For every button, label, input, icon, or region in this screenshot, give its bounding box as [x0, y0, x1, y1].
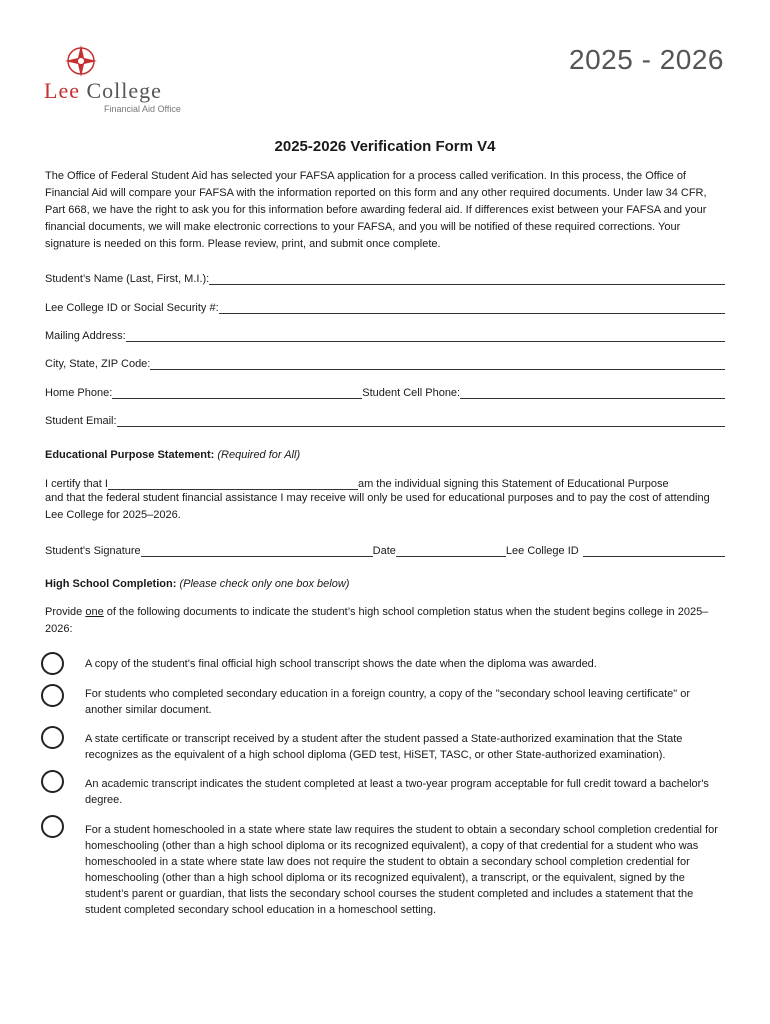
mailing-address-field: [45, 329, 725, 342]
option-2-text: For students who completed secondary education in a foreign country, a copy of the "secondary school leaving certificate" or another similar document.: [85, 688, 690, 716]
city-state-zip-field: [45, 357, 725, 370]
email-input-line[interactable]: [117, 414, 725, 427]
certify-rest: and that the federal student financial assistance I may receive will only be used for educational purposes and to pay the cost of attending Lee College for 2025–2026.: [45, 492, 710, 521]
certify-prefix: I certify that I: [45, 478, 108, 490]
student-name-input-line[interactable]: [209, 272, 725, 285]
option-1-checkbox[interactable]: [41, 652, 64, 675]
city-state-zip-label: City, State, ZIP Code:: [45, 358, 151, 370]
high-school-heading: High School Completion: (Please check only one box below): [45, 578, 350, 590]
year-range: 2025 - 2026: [569, 44, 724, 75]
college-id-input-line[interactable]: [583, 544, 725, 557]
option-3-text: A state certificate or transcript received by a student after the student passed a State-authorized examination that the State recognizes as the equivalent of a high school diploma (GED test, HiSET, TASC, or other State-authorized examination).: [85, 733, 683, 761]
mailing-address-input-line[interactable]: [126, 329, 725, 342]
signature-input-line[interactable]: [141, 544, 373, 557]
student-name-label: Student’s Name (Last, First, M.I.):: [45, 273, 210, 285]
cell-phone-input-line[interactable]: [460, 386, 725, 399]
intro-paragraph: The Office of Federal Student Aid has selected your FAFSA application for a process called verification. In this process, the Office of Financial Aid will compare your FAFSA with the information reported on this form and any other required documents. Under law 34 CFR, Part 668, we have the right to ask you for this information before awarding federal aid. If differences exist between your FAFSA and your financial documents, we will make electronic corrections to your FAFSA, and you will be notified of these required corrections. Your signature is needed on this form. Please review, print, and submit once complete.: [45, 170, 707, 250]
phone-fields: [45, 386, 725, 399]
cell-phone-label: Student Cell Phone:: [362, 387, 461, 399]
option-3-checkbox[interactable]: [41, 726, 64, 749]
compass-star-icon: [64, 44, 98, 78]
educational-purpose-heading: Educational Purpose Statement: (Required for All): [45, 449, 301, 461]
signature-line: [45, 544, 725, 557]
student-name-field: [45, 272, 725, 285]
home-phone-label: Home Phone:: [45, 387, 113, 399]
mailing-address-label: Mailing Address:: [45, 330, 126, 342]
certify-suffix: am the individual signing this Statement of Educational Purpose: [357, 478, 669, 490]
student-id-input-line[interactable]: [219, 301, 725, 314]
option-5-checkbox[interactable]: [41, 815, 64, 838]
option-4-checkbox[interactable]: [41, 770, 64, 793]
logo-name: Lee College: [44, 78, 162, 103]
certify-line: [45, 477, 725, 490]
logo-subtitle: Financial Aid Office: [104, 104, 181, 114]
student-id-label: Lee College ID or Social Security #:: [45, 302, 219, 314]
college-id-label: Lee College ID: [505, 545, 579, 557]
option-5-text: For a student homeschooled in a state where state law requires the student to obtain a secondary school completion credential for homeschooling (other than a high school diploma or its recognized equivalent), a copy of that credential for a student who was homeschooled in a state where state law does not require the student to obtain a secondary school completion credential for homeschooling (other than a high school diploma or its recognized equivalent), a transcript, or the equivalent, signed by the student’s parent or guardian, that lists the secondary school courses the student completed and includes a statement that the student completed secondary school education in a homeschool setting.: [85, 824, 718, 916]
signature-label: Student's Signature: [45, 545, 141, 557]
college-logo: [44, 44, 194, 116]
option-2-checkbox[interactable]: [41, 684, 64, 707]
option-4-text: An academic transcript indicates the student completed at least a two-year program acceptable for full credit toward a bachelor's degree.: [85, 778, 709, 806]
city-state-zip-input-line[interactable]: [150, 357, 725, 370]
form-title: 2025-2026 Verification Form V4: [274, 138, 496, 155]
email-label: Student Email:: [45, 415, 117, 427]
date-label: Date: [372, 545, 396, 557]
email-field: [45, 414, 725, 427]
date-input-line[interactable]: [396, 544, 506, 557]
student-id-field: [45, 301, 725, 314]
home-phone-input-line[interactable]: [112, 386, 362, 399]
provide-instruction: Provide one of the following documents to indicate the student’s high school completion status when the student begins college in 2025–2026:: [45, 606, 709, 635]
certify-name-input-line[interactable]: [108, 477, 358, 490]
option-1-text: A copy of the student's final official high school transcript shows the date when the diploma was awarded.: [85, 658, 597, 670]
